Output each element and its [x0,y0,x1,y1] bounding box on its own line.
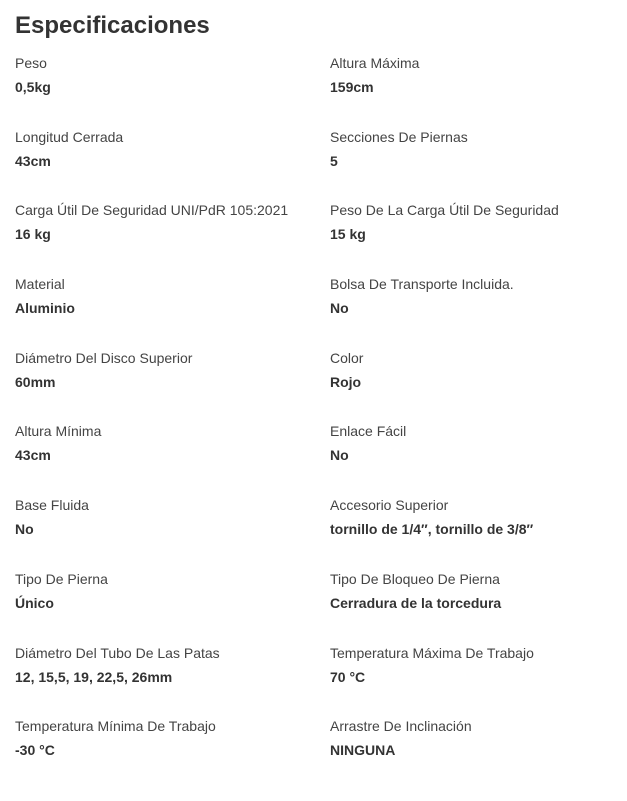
spec-item [330,570,615,644]
spec-label: Peso [15,55,47,71]
spec-label: Tipo De Pierna [15,570,108,587]
spec-item [330,128,615,202]
spec-label: Temperatura Mínima De Trabajo [15,718,216,735]
spec-value: 0,5kg [15,79,51,95]
spec-value: Cerradura de la torcedura [330,594,502,611]
spec-item [330,54,615,128]
spec-item [15,349,330,423]
spec-label: Accesorio Superior [330,497,449,514]
spec-label: Material [15,276,65,293]
spec-value: Aluminio [15,300,75,317]
spec-value: NINGUNA [330,742,396,759]
spec-item [330,275,615,349]
spec-item [330,349,615,423]
spec-item [15,275,330,349]
spec-label: Peso De La Carga Útil De Seguridad [330,202,559,219]
spec-item [15,570,330,644]
spec-value: 12, 15,5, 19, 22,5, 26mm [15,668,173,685]
spec-value: 159cm [330,79,374,95]
spec-label: Longitud Cerrada [15,128,124,145]
spec-value: 15 kg [330,226,366,243]
spec-item [15,717,330,791]
spec-label: Bolsa De Transporte Incluida. [330,276,514,293]
spec-label: Diámetro Del Tubo De Las Patas [15,644,220,661]
spec-item [15,422,330,496]
spec-value: 60mm [15,373,56,390]
spec-value: Rojo [330,373,362,390]
spec-item [15,201,330,275]
spec-value: 43cm [15,152,51,169]
spec-value: No [15,521,34,538]
spec-value: No [330,447,349,464]
specs-grid [15,54,615,791]
spec-item [330,644,615,718]
spec-item [330,717,615,791]
spec-item [15,54,330,128]
spec-item [330,422,615,496]
spec-label: Diámetro Del Disco Superior [15,349,193,366]
spec-label: Enlace Fácil [330,423,407,440]
spec-item [330,496,615,570]
spec-value: Único [15,594,54,611]
spec-label: Secciones De Piernas [330,128,468,145]
spec-value: -30 °C [15,742,55,759]
spec-label: Arrastre De Inclinación [330,718,472,735]
spec-value: 16 kg [15,226,51,243]
spec-value: 70 °C [330,668,366,685]
spec-label: Altura Máxima [330,55,420,71]
spec-item [330,201,615,275]
spec-label: Carga Útil De Seguridad UNI/PdR 105:2021 [15,202,289,219]
spec-value: tornillo de 1/4″, tornillo de 3/8″ [330,521,534,538]
spec-label: Tipo De Bloqueo De Pierna [330,570,500,587]
spec-label: Base Fluida [15,497,89,514]
spec-label: Color [330,349,364,366]
spec-value: 43cm [15,447,51,464]
spec-value: No [330,300,349,317]
spec-value: 5 [330,152,338,169]
spec-label: Temperatura Máxima De Trabajo [330,644,534,661]
spec-label: Altura Mínima [15,423,102,440]
section-title: Especificaciones [15,12,210,39]
spec-item [15,128,330,202]
spec-item [15,644,330,718]
spec-item [15,496,330,570]
